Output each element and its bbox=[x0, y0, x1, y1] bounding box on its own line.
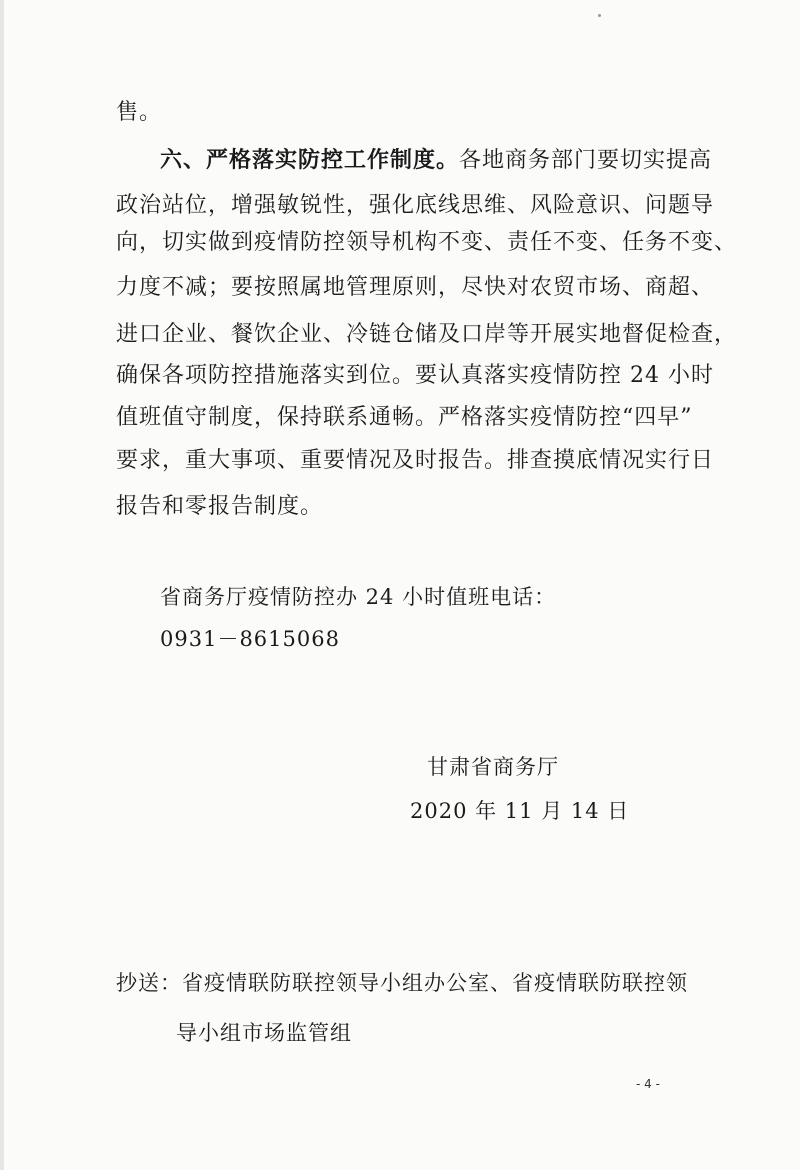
section-heading: 六、严格落实防控工作制度。 bbox=[160, 147, 460, 173]
signature-date: 2020 年 11 月 14 日 bbox=[410, 799, 630, 823]
body-line-5: 力度不减；要按照属地管理原则，尽快对农贸市场、商超、 bbox=[116, 275, 715, 300]
scan-speck bbox=[598, 14, 601, 17]
body-line-7: 确保各项防控措施落实到位。要认真落实疫情防控 24 小时 bbox=[116, 363, 714, 388]
body-line-8: 值班值守制度，保持联系通畅。严格落实疫情防控“四早” bbox=[116, 405, 693, 430]
body-line-3: 政治站位，增强敏锐性，强化底线思维、风险意识、问题导 bbox=[116, 193, 715, 218]
cc-line-2: 导小组市场监管组 bbox=[176, 1021, 352, 1045]
signature-org: 甘肃省商务厅 bbox=[427, 755, 559, 779]
page-number: - 4 - bbox=[636, 1077, 660, 1091]
body-line-9: 要求，重大事项、重要情况及时报告。排查摸底情况实行日 bbox=[116, 448, 715, 473]
contact-phone: 0931－8615068 bbox=[160, 627, 340, 651]
body-line-1: 售。 bbox=[116, 100, 163, 125]
scan-edge bbox=[0, 0, 4, 1170]
body-line-10: 报告和零报告制度。 bbox=[116, 494, 324, 519]
body-line-6: 进口企业、餐饮企业、冷链仓储及口岸等开展实地督促检查， bbox=[116, 322, 738, 347]
body-line-4: 向，切实做到疫情防控领导机构不变、责任不变、任务不变、 bbox=[116, 230, 738, 255]
body-line-2-rest: 各地商务部门要切实提高 bbox=[459, 148, 713, 173]
cc-line-1: 抄送：省疫情联防联控领导小组办公室、省疫情联防联控领 bbox=[116, 971, 688, 995]
contact-label: 省商务厅疫情防控办 24 小时值班电话： bbox=[160, 585, 557, 609]
body-line-2 bbox=[160, 145, 740, 176]
